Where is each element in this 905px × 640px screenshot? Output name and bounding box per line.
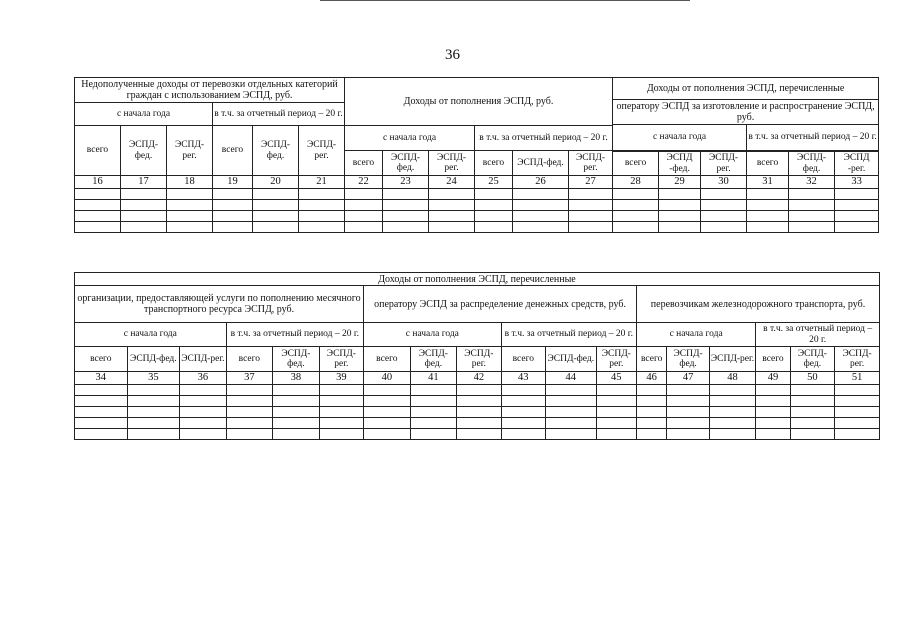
empty-cell (319, 406, 363, 417)
col-espd-reg: ЭСПД-рег. (596, 347, 636, 372)
col-espd-fed: ЭСПД-фед. (789, 152, 835, 176)
empty-cell (667, 417, 709, 428)
empty-cell (747, 221, 789, 232)
empty-cell (637, 406, 667, 417)
column-number-row (75, 176, 879, 189)
header-reporting-period: в т.ч. за отчетный период – 20 г. (747, 125, 879, 151)
col-total: всего (75, 126, 121, 176)
col-espd-fed: ЭСПД -фед. (659, 152, 701, 176)
empty-cell (226, 406, 273, 417)
empty-cell (226, 417, 273, 428)
empty-cell (637, 428, 667, 439)
empty-cell (790, 395, 834, 406)
empty-cell (457, 384, 501, 395)
empty-cell (709, 406, 756, 417)
column-number: 32 (789, 176, 835, 189)
empty-cell (273, 417, 320, 428)
col-espd-fed: ЭСПД-фед. (383, 151, 429, 176)
empty-cell (345, 210, 383, 221)
empty-cell (596, 406, 636, 417)
empty-cell (546, 384, 597, 395)
col-espd-fed: ЭСПД-фед. (121, 126, 167, 176)
col-total: всего (345, 151, 383, 176)
empty-cell (345, 188, 383, 199)
empty-cell (659, 188, 701, 199)
empty-cell (180, 395, 227, 406)
empty-cell (319, 417, 363, 428)
empty-cell (513, 188, 569, 199)
col-espd-fed: ЭСПД-фед. (667, 347, 709, 372)
column-number: 37 (226, 372, 273, 385)
column-number: 41 (410, 372, 457, 385)
empty-row (75, 417, 880, 428)
empty-cell (75, 428, 128, 439)
col-espd-reg: ЭСПД -рег. (835, 152, 879, 176)
column-number: 24 (429, 176, 475, 189)
empty-cell (835, 384, 880, 395)
column-number: 17 (121, 176, 167, 189)
empty-cell (546, 395, 597, 406)
col-espd-reg: ЭСПД-рег. (299, 126, 345, 176)
empty-cell (273, 395, 320, 406)
empty-cell (364, 384, 411, 395)
empty-cell (747, 199, 789, 210)
column-number: 44 (546, 372, 597, 385)
empty-cell (253, 221, 299, 232)
empty-cell (127, 428, 180, 439)
empty-cell (709, 384, 756, 395)
empty-cell (213, 221, 253, 232)
empty-cell (613, 188, 659, 199)
empty-cell (835, 406, 880, 417)
table-1 (74, 77, 879, 233)
empty-cell (364, 406, 411, 417)
empty-cell (835, 210, 879, 221)
col-espd-reg: ЭСПД-рег. (457, 347, 501, 372)
column-number: 30 (701, 176, 747, 189)
header-transferred-income: Доходы от пополнения ЭСПД, перечисленные (75, 273, 880, 286)
empty-row (75, 428, 880, 439)
empty-cell (75, 188, 121, 199)
col-espd-reg: ЭСПД-рег. (709, 347, 756, 372)
empty-cell (75, 199, 121, 210)
col-espd-reg: ЭСПД-рег. (569, 151, 613, 176)
column-number: 18 (167, 176, 213, 189)
col-espd-fed: ЭСПД-фед. (127, 347, 180, 372)
empty-cell (835, 188, 879, 199)
header-transferred-income: Доходы от пополнения ЭСПД, перечисленные (613, 78, 879, 100)
empty-cell (429, 199, 475, 210)
col-total: всего (364, 347, 411, 372)
header-reporting-period: в т.ч. за отчетный период – 20 г. (226, 323, 363, 347)
column-number: 36 (180, 372, 227, 385)
empty-cell (701, 199, 747, 210)
empty-cell (127, 384, 180, 395)
column-number: 21 (299, 176, 345, 189)
empty-cell (747, 188, 789, 199)
header-from-year-start: с начала года (75, 103, 213, 126)
empty-cell (501, 395, 545, 406)
empty-cell (75, 395, 128, 406)
empty-cell (299, 199, 345, 210)
empty-row (75, 210, 879, 221)
empty-cell (345, 199, 383, 210)
header-lost-income: Недополученные доходы от перевозки отдельных категорий граждан с использованием ЭСПД, руб. (75, 78, 345, 103)
empty-cell (273, 384, 320, 395)
header-distribution-operator: оператору ЭСПД за распределение денежных средств, руб. (364, 286, 637, 323)
empty-cell (756, 395, 790, 406)
empty-cell (596, 417, 636, 428)
empty-cell (383, 221, 429, 232)
empty-cell (457, 406, 501, 417)
empty-cell (546, 428, 597, 439)
empty-cell (835, 395, 880, 406)
empty-cell (273, 406, 320, 417)
empty-cell (121, 199, 167, 210)
empty-cell (364, 417, 411, 428)
empty-cell (383, 199, 429, 210)
empty-cell (253, 210, 299, 221)
header-manufacture-operator: оператору ЭСПД за изготовление и распространение ЭСПД, руб. (613, 100, 879, 125)
empty-cell (659, 221, 701, 232)
empty-cell (835, 428, 880, 439)
col-espd-fed: ЭСПД-фед. (546, 347, 597, 372)
empty-row (75, 199, 879, 210)
column-number: 22 (345, 176, 383, 189)
header-top-up-service-organization: организации, предоставляющей услуги по пополнению месячного транспортного ресурса ЭСПД, руб. (75, 286, 364, 323)
header-railway-carriers: перевозчикам железнодорожного транспорта, руб. (637, 286, 880, 323)
empty-cell (167, 210, 213, 221)
empty-cell (213, 199, 253, 210)
empty-cell (513, 221, 569, 232)
column-number: 31 (747, 176, 789, 189)
col-total: всего (475, 151, 513, 176)
empty-cell (475, 199, 513, 210)
empty-row (75, 395, 880, 406)
empty-cell (180, 384, 227, 395)
empty-cell (383, 210, 429, 221)
empty-row (75, 384, 880, 395)
header-topup-income: Доходы от пополнения ЭСПД, руб. (345, 78, 613, 126)
header-reporting-period: в т.ч. за отчетный период – 20 г. (756, 323, 880, 347)
empty-cell (667, 384, 709, 395)
empty-cell (790, 384, 834, 395)
empty-cell (501, 406, 545, 417)
empty-cell (546, 417, 597, 428)
header-from-year-start: с начала года (364, 323, 501, 347)
empty-cell (457, 395, 501, 406)
column-number: 34 (75, 372, 128, 385)
column-number: 25 (475, 176, 513, 189)
empty-cell (383, 188, 429, 199)
empty-cell (121, 210, 167, 221)
col-total: всего (75, 347, 128, 372)
empty-cell (789, 221, 835, 232)
col-espd-fed: ЭСПД-фед. (513, 151, 569, 176)
empty-cell (213, 210, 253, 221)
column-number: 38 (273, 372, 320, 385)
col-total: всего (747, 152, 789, 176)
empty-cell (569, 199, 613, 210)
column-number: 47 (667, 372, 709, 385)
empty-cell (709, 428, 756, 439)
empty-cell (613, 199, 659, 210)
empty-cell (756, 428, 790, 439)
column-number: 33 (835, 176, 879, 189)
col-total: всего (756, 347, 790, 372)
empty-cell (569, 210, 613, 221)
empty-cell (299, 221, 345, 232)
empty-cell (667, 395, 709, 406)
empty-cell (789, 199, 835, 210)
column-number: 51 (835, 372, 880, 385)
page-number: 36 (445, 47, 460, 63)
empty-cell (475, 221, 513, 232)
empty-cell (429, 221, 475, 232)
empty-cell (709, 417, 756, 428)
column-number: 50 (790, 372, 834, 385)
empty-cell (747, 210, 789, 221)
empty-cell (835, 221, 879, 232)
empty-cell (569, 188, 613, 199)
col-espd-reg: ЭСПД-рег. (167, 126, 213, 176)
empty-cell (637, 395, 667, 406)
empty-row (75, 221, 879, 232)
empty-cell (75, 221, 121, 232)
empty-cell (789, 188, 835, 199)
empty-row (75, 188, 879, 199)
column-number: 16 (75, 176, 121, 189)
empty-cell (167, 188, 213, 199)
empty-cell (637, 417, 667, 428)
header-from-year-start: с начала года (637, 323, 756, 347)
column-number: 42 (457, 372, 501, 385)
empty-cell (659, 199, 701, 210)
empty-cell (364, 428, 411, 439)
empty-cell (596, 384, 636, 395)
empty-cell (637, 384, 667, 395)
col-espd-reg: ЭСПД-рег. (180, 347, 227, 372)
col-espd-reg: ЭСПД-рег. (835, 347, 880, 372)
col-total: всего (637, 347, 667, 372)
column-number: 29 (659, 176, 701, 189)
header-from-year-start: с начала года (75, 323, 227, 347)
empty-cell (319, 395, 363, 406)
empty-cell (613, 221, 659, 232)
empty-cell (513, 199, 569, 210)
header-reporting-period: в т.ч. за отчетный период – 20 г. (501, 323, 636, 347)
empty-cell (429, 188, 475, 199)
column-number: 39 (319, 372, 363, 385)
empty-cell (756, 417, 790, 428)
empty-cell (226, 428, 273, 439)
empty-cell (701, 221, 747, 232)
column-number: 28 (613, 176, 659, 189)
empty-cell (180, 406, 227, 417)
empty-cell (180, 417, 227, 428)
empty-cell (835, 417, 880, 428)
column-number: 27 (569, 176, 613, 189)
empty-cell (299, 210, 345, 221)
empty-cell (75, 417, 128, 428)
header-reporting-period: в т.ч. за отчетный период – 20 г. (475, 126, 613, 151)
header-from-year-start: с начала года (613, 125, 747, 151)
column-number: 40 (364, 372, 411, 385)
empty-cell (596, 395, 636, 406)
empty-cell (226, 395, 273, 406)
empty-cell (756, 406, 790, 417)
empty-cell (127, 406, 180, 417)
empty-cell (410, 395, 457, 406)
empty-cell (127, 417, 180, 428)
empty-cell (410, 417, 457, 428)
empty-cell (345, 221, 383, 232)
empty-cell (475, 210, 513, 221)
column-number: 26 (513, 176, 569, 189)
empty-cell (790, 417, 834, 428)
table-2 (74, 272, 880, 440)
empty-cell (319, 384, 363, 395)
empty-cell (167, 199, 213, 210)
column-number: 48 (709, 372, 756, 385)
empty-cell (457, 428, 501, 439)
empty-cell (709, 395, 756, 406)
empty-cell (501, 428, 545, 439)
empty-cell (613, 210, 659, 221)
col-espd-fed: ЭСПД-фед. (790, 347, 834, 372)
empty-cell (167, 221, 213, 232)
empty-cell (410, 384, 457, 395)
empty-cell (659, 210, 701, 221)
empty-cell (501, 384, 545, 395)
col-espd-fed: ЭСПД-фед. (253, 126, 299, 176)
empty-cell (75, 210, 121, 221)
top-rule (320, 0, 690, 1)
empty-cell (790, 406, 834, 417)
col-total: всего (213, 126, 253, 176)
empty-cell (756, 384, 790, 395)
column-number: 43 (501, 372, 545, 385)
empty-cell (546, 406, 597, 417)
empty-cell (75, 384, 128, 395)
empty-cell (701, 210, 747, 221)
empty-cell (121, 188, 167, 199)
col-espd-fed: ЭСПД-фед. (273, 347, 320, 372)
column-number: 20 (253, 176, 299, 189)
empty-cell (569, 221, 613, 232)
col-espd-reg: ЭСПД-рег. (319, 347, 363, 372)
col-espd-fed: ЭСПД-фед. (410, 347, 457, 372)
empty-cell (789, 210, 835, 221)
header-from-year-start: с начала года (345, 126, 475, 151)
empty-cell (790, 428, 834, 439)
empty-cell (180, 428, 227, 439)
empty-cell (253, 199, 299, 210)
empty-cell (213, 188, 253, 199)
empty-cell (457, 417, 501, 428)
column-number-row (75, 372, 880, 385)
column-number: 19 (213, 176, 253, 189)
empty-cell (513, 210, 569, 221)
empty-cell (319, 428, 363, 439)
column-number: 45 (596, 372, 636, 385)
col-total: всего (613, 152, 659, 176)
empty-cell (127, 395, 180, 406)
empty-row (75, 406, 880, 417)
empty-cell (299, 188, 345, 199)
column-number: 23 (383, 176, 429, 189)
column-number: 46 (637, 372, 667, 385)
empty-cell (253, 188, 299, 199)
col-espd-reg: ЭСПД-рег. (429, 151, 475, 176)
empty-cell (667, 406, 709, 417)
col-total: всего (226, 347, 273, 372)
header-reporting-period: в т.ч. за отчетный период – 20 г. (213, 103, 345, 126)
column-number: 49 (756, 372, 790, 385)
empty-cell (121, 221, 167, 232)
empty-cell (501, 417, 545, 428)
col-total: всего (501, 347, 545, 372)
empty-cell (273, 428, 320, 439)
empty-cell (596, 428, 636, 439)
empty-cell (75, 406, 128, 417)
col-espd-reg: ЭСПД-рег. (701, 152, 747, 176)
empty-cell (410, 428, 457, 439)
empty-cell (667, 428, 709, 439)
empty-cell (835, 199, 879, 210)
empty-cell (410, 406, 457, 417)
empty-cell (701, 188, 747, 199)
column-number: 35 (127, 372, 180, 385)
empty-cell (226, 384, 273, 395)
empty-cell (475, 188, 513, 199)
empty-cell (364, 395, 411, 406)
empty-cell (429, 210, 475, 221)
